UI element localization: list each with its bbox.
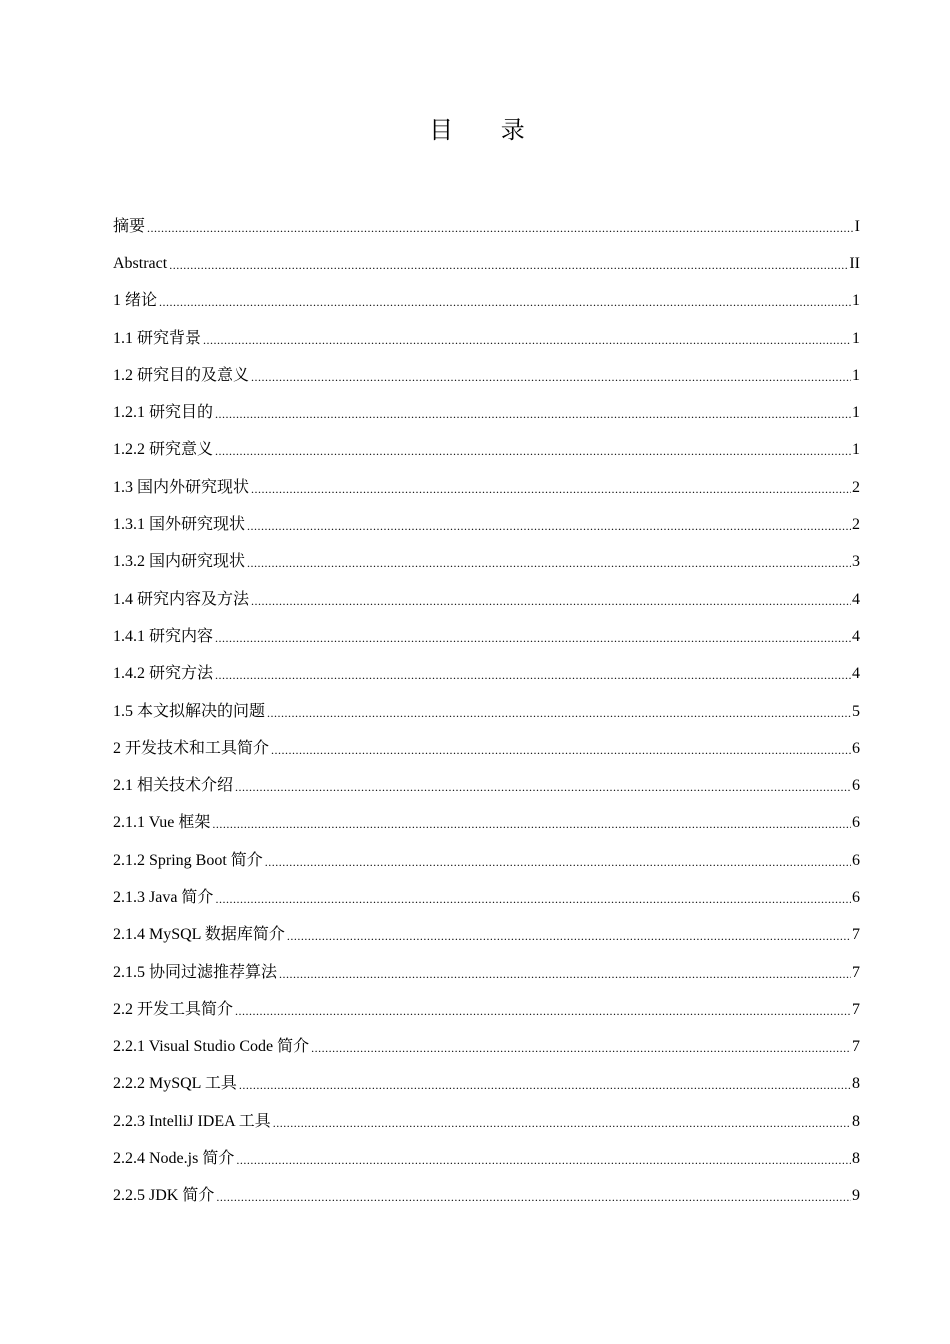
toc-entry[interactable] [113,917,860,954]
toc-entry[interactable] [113,693,860,730]
toc-entry-page-number: 2 [852,478,860,496]
toc-entry-page-number: 6 [852,739,860,757]
toc-entry[interactable] [113,842,860,879]
toc-dot-leader [247,553,851,573]
toc-entry[interactable] [113,954,860,991]
toc-entry-label: 2.1.4 MySQL 数据库简介 [113,926,285,944]
toc-dot-leader [215,404,851,424]
toc-entry[interactable] [113,283,860,320]
toc-entry[interactable] [113,767,860,804]
toc-entry-label: 1.2.2 研究意义 [113,441,214,459]
toc-entry[interactable] [113,1140,860,1177]
toc-entry-page-number: 2 [852,516,860,534]
toc-entry-page-number: 7 [852,926,860,944]
toc-dot-leader [267,703,851,723]
toc-entry-label: 1.2 研究目的及意义 [113,366,250,384]
toc-entry[interactable] [113,656,860,693]
toc-entry-label: 2.2 开发工具简介 [113,1000,234,1018]
page-title: 目 录 [429,116,545,144]
toc-entry[interactable] [113,432,860,469]
toc-entry[interactable] [113,618,860,655]
toc-entry-page-number: II [849,254,860,272]
toc-entry-page-number: 3 [852,553,860,571]
toc-entry[interactable] [113,991,860,1028]
toc-entry[interactable] [113,320,860,357]
toc-dot-leader [235,777,851,797]
toc-dot-leader [169,255,848,275]
toc-dot-leader [311,1038,851,1058]
toc-entry-label: 2.1.3 Java 简介 [113,888,214,906]
toc-entry-label: 2.2.3 IntelliJ IDEA 工具 [113,1112,271,1130]
toc-entry-page-number: 7 [852,1000,860,1018]
toc-entry[interactable] [113,208,860,245]
toc-entry[interactable] [113,394,860,431]
toc-entry[interactable] [113,469,860,506]
toc-entry-page-number: 1 [852,329,860,347]
toc-entry[interactable] [113,1178,860,1215]
toc-entry-label: 1 绪论 [113,292,158,310]
toc-entry-label: 1.4.1 研究内容 [113,627,214,645]
toc-entry-page-number: 8 [852,1075,860,1093]
toc-dot-leader [147,218,854,238]
toc-entry-label: Abstract [113,254,168,272]
toc-entry[interactable] [113,506,860,543]
toc-entry-label: 2.2.2 MySQL 工具 [113,1075,237,1093]
toc-entry-page-number: 9 [852,1187,860,1205]
toc-dot-leader [265,852,851,872]
toc-entry-label: 1.5 本文拟解决的问题 [113,702,266,720]
toc-dot-leader [287,926,851,946]
toc-entry[interactable] [113,879,860,916]
toc-dot-leader [215,441,851,461]
toc-dot-leader [215,665,851,685]
toc-entry-label: 1.4 研究内容及方法 [113,590,250,608]
toc-dot-leader [212,814,851,834]
toc-entry-label: 1.4.2 研究方法 [113,665,214,683]
toc-dot-leader [271,740,851,760]
toc-dot-leader [215,889,851,909]
toc-entry-label: 1.3.2 国内研究现状 [113,553,246,571]
toc-entry-page-number: 1 [852,441,860,459]
toc-dot-leader [247,516,851,536]
toc-entry-page-number: 4 [852,627,860,645]
toc-dot-leader [251,479,851,499]
toc-entry[interactable] [113,1066,860,1103]
toc-entry[interactable] [113,581,860,618]
toc-entry-page-number: 4 [852,590,860,608]
toc-entry-label: 2 开发技术和工具简介 [113,739,270,757]
toc-entry-page-number: 7 [852,1038,860,1056]
toc-entry-page-number: 6 [852,777,860,795]
toc-dot-leader [159,292,851,312]
toc-dot-leader [251,367,851,387]
toc-entry[interactable] [113,544,860,581]
toc-entry-page-number: 6 [852,851,860,869]
toc-dot-leader [215,628,851,648]
toc-dot-leader [273,1113,851,1133]
toc-entry-label: 1.3.1 国外研究现状 [113,516,246,534]
toc-entry-page-number: 4 [852,665,860,683]
toc-entry[interactable] [113,730,860,767]
toc-entry-page-number: 1 [852,404,860,422]
toc-dot-leader [251,591,851,611]
toc-entry-page-number: 1 [852,366,860,384]
table-of-contents [113,208,860,1215]
toc-dot-leader [203,330,851,350]
toc-entry-page-number: 8 [852,1150,860,1168]
toc-dot-leader [279,964,851,984]
toc-entry-label: 2.2.5 JDK 简介 [113,1187,215,1205]
toc-entry[interactable] [113,1029,860,1066]
toc-entry-page-number: 7 [852,963,860,981]
toc-entry-label: 2.1 相关技术介绍 [113,777,234,795]
toc-entry-page-number: I [854,217,860,235]
toc-entry[interactable] [113,357,860,394]
toc-entry-label: 2.2.4 Node.js 简介 [113,1150,235,1168]
toc-entry-label: 2.1.5 协同过滤推荐算法 [113,963,278,981]
toc-entry[interactable] [113,1103,860,1140]
toc-entry-page-number: 1 [852,292,860,310]
toc-dot-leader [235,1001,851,1021]
toc-entry-label: 1.1 研究背景 [113,329,202,347]
toc-dot-leader [216,1187,851,1207]
toc-entry[interactable] [113,245,860,282]
toc-entry-page-number: 6 [852,814,860,832]
toc-entry[interactable] [113,805,860,842]
toc-entry-page-number: 6 [852,888,860,906]
toc-entry-label: 1.3 国内外研究现状 [113,478,250,496]
toc-entry-label: 摘要 [113,217,146,235]
toc-entry-page-number: 8 [852,1112,860,1130]
toc-entry-label: 2.2.1 Visual Studio Code 简介 [113,1038,310,1056]
toc-entry-label: 2.1.1 Vue 框架 [113,814,211,832]
toc-entry-page-number: 5 [852,702,860,720]
toc-dot-leader [239,1075,851,1095]
toc-entry-label: 1.2.1 研究目的 [113,404,214,422]
toc-dot-leader [236,1150,851,1170]
toc-entry-label: 2.1.2 Spring Boot 简介 [113,851,263,869]
